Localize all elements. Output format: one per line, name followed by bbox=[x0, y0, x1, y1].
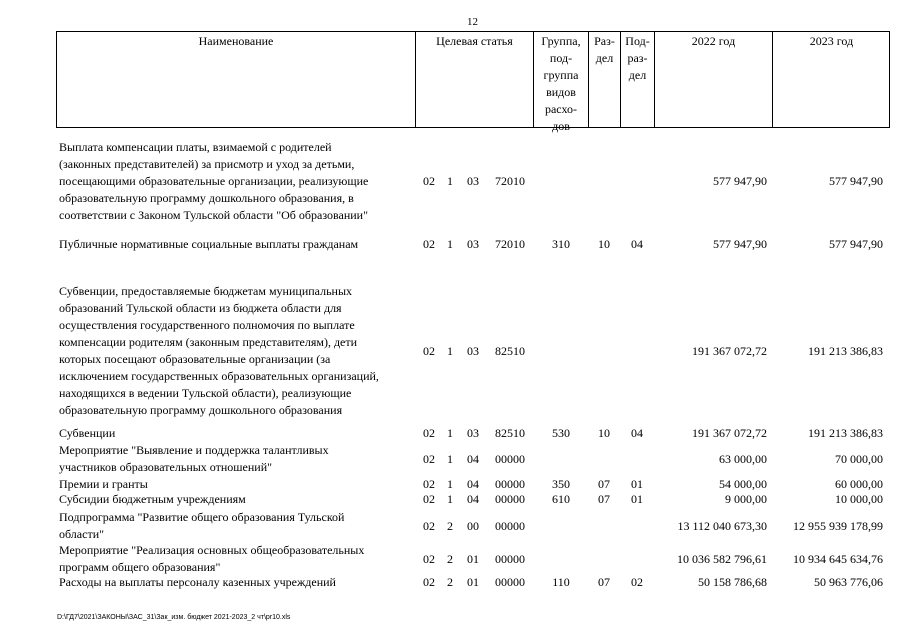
cell-v2023: 577 947,90 bbox=[829, 174, 883, 188]
header-line: группа bbox=[543, 68, 579, 82]
row-name-line: Субсидии бюджетным учреждениям bbox=[59, 492, 246, 506]
row-name-line: Мероприятие "Реализация основных общеобразовательных bbox=[59, 543, 365, 557]
cell-t1: 02 bbox=[423, 174, 435, 188]
header-target: Целевая статья bbox=[436, 34, 513, 48]
row-name-line: Расходы на выплаты персоналу казенных учреждений bbox=[59, 575, 336, 589]
row-name-line: осуществления государственного полномочия по выплате bbox=[59, 318, 355, 332]
cell-v2022: 63 000,00 bbox=[719, 452, 767, 466]
row-name bbox=[59, 509, 409, 543]
cell-v2022: 191 367 072,72 bbox=[692, 426, 767, 440]
row-name-line: образовательную программу дошкольного образования, в bbox=[59, 191, 354, 205]
cell-t2: 1 bbox=[447, 344, 453, 358]
row-name bbox=[59, 236, 409, 253]
cell-t2: 1 bbox=[447, 426, 453, 440]
table-row bbox=[0, 425, 905, 442]
cell-t3: 04 bbox=[467, 452, 479, 466]
table-row bbox=[0, 542, 905, 576]
row-name-line: Премии и гранты bbox=[59, 477, 148, 491]
row-name bbox=[59, 574, 409, 591]
row-name-line: находящихся в ведении Тульской области), реализующие bbox=[59, 386, 352, 400]
cell-section: 10 bbox=[598, 237, 610, 251]
cell-t3: 03 bbox=[467, 237, 479, 251]
cell-v2023: 191 213 386,83 bbox=[808, 426, 883, 440]
cell-t1: 02 bbox=[423, 426, 435, 440]
row-name bbox=[59, 139, 409, 224]
cell-t3: 01 bbox=[467, 575, 479, 589]
cell-section: 07 bbox=[598, 477, 610, 491]
header-2023: 2023 год bbox=[809, 34, 854, 48]
cell-section: 07 bbox=[598, 492, 610, 506]
row-name bbox=[59, 283, 409, 419]
header-line: дов bbox=[552, 119, 570, 133]
header-line: дел bbox=[595, 51, 614, 65]
cell-t4: 82510 bbox=[495, 426, 525, 440]
header-line: раз- bbox=[627, 51, 648, 65]
cell-v2023: 577 947,90 bbox=[829, 237, 883, 251]
cell-v2022: 577 947,90 bbox=[713, 237, 767, 251]
row-name-line: Выплата компенсации платы, взимаемой с родителей bbox=[59, 140, 332, 154]
row-name-line: Мероприятие "Выявление и поддержка талантливых bbox=[59, 443, 329, 457]
cell-t4: 00000 bbox=[495, 452, 525, 466]
cell-subsection: 01 bbox=[631, 492, 643, 506]
cell-t2: 1 bbox=[447, 477, 453, 491]
cell-t2: 2 bbox=[447, 552, 453, 566]
cell-t1: 02 bbox=[423, 477, 435, 491]
cell-t4: 72010 bbox=[495, 174, 525, 188]
cell-v2023: 70 000,00 bbox=[835, 452, 883, 466]
header-line: под- bbox=[549, 51, 573, 65]
cell-t3: 03 bbox=[467, 344, 479, 358]
cell-t1: 02 bbox=[423, 519, 435, 533]
cell-section: 07 bbox=[598, 575, 610, 589]
header-subsection bbox=[621, 33, 654, 84]
cell-t1: 02 bbox=[423, 492, 435, 506]
header-line: дел bbox=[628, 68, 647, 82]
cell-group: 310 bbox=[552, 237, 570, 251]
header-2022: 2022 год bbox=[691, 34, 736, 48]
cell-v2022: 54 000,00 bbox=[719, 477, 767, 491]
cell-group: 350 bbox=[552, 477, 570, 491]
cell-t4: 72010 bbox=[495, 237, 525, 251]
cell-t1: 02 bbox=[423, 575, 435, 589]
cell-group: 110 bbox=[552, 575, 570, 589]
cell-t3: 00 bbox=[467, 519, 479, 533]
cell-t4: 00000 bbox=[495, 575, 525, 589]
row-name-line: соответствии с Законом Тульской области "Об образовании" bbox=[59, 208, 368, 222]
cell-v2022: 10 036 582 796,61 bbox=[677, 552, 767, 566]
cell-t3: 01 bbox=[467, 552, 479, 566]
page-number: 12 bbox=[467, 16, 478, 28]
row-name-line: Субвенции, предоставляемые бюджетам муниципальных bbox=[59, 284, 353, 298]
cell-v2022: 50 158 786,68 bbox=[698, 575, 767, 589]
row-name bbox=[59, 442, 409, 476]
cell-t1: 02 bbox=[423, 452, 435, 466]
row-name-line: компенсации родителям (законным представителям), дети bbox=[59, 335, 358, 349]
cell-v2023: 50 963 776,06 bbox=[814, 575, 883, 589]
cell-subsection: 04 bbox=[631, 237, 643, 251]
cell-t4: 00000 bbox=[495, 477, 525, 491]
cell-v2022: 9 000,00 bbox=[725, 492, 767, 506]
cell-v2023: 10 934 645 634,76 bbox=[793, 552, 883, 566]
cell-subsection: 04 bbox=[631, 426, 643, 440]
table-row bbox=[0, 509, 905, 543]
table-row bbox=[0, 139, 905, 224]
row-name-line: посещающими образовательные организации, реализующие bbox=[59, 174, 369, 188]
cell-t1: 02 bbox=[423, 344, 435, 358]
cell-t4: 00000 bbox=[495, 552, 525, 566]
header-line: расхо- bbox=[544, 102, 578, 116]
cell-t1: 02 bbox=[423, 552, 435, 566]
row-name-line: Подпрограмма "Развитие общего образования Тульской bbox=[59, 510, 345, 524]
cell-v2023: 10 000,00 bbox=[835, 492, 883, 506]
file-path-footer: D:\ГД7\2021\ЗАКОНЫ\ЗАС_31\Зак_изм. бюджет 2021-2023_2 чт\pr10.xls bbox=[57, 614, 291, 621]
row-name-line: Публичные нормативные социальные выплаты гражданам bbox=[59, 237, 359, 251]
header-line: видов bbox=[546, 85, 576, 99]
cell-t2: 1 bbox=[447, 492, 453, 506]
cell-v2022: 13 112 040 673,30 bbox=[677, 519, 767, 533]
table-row bbox=[0, 442, 905, 476]
table-row bbox=[0, 574, 905, 591]
table-row bbox=[0, 236, 905, 253]
header-name: Наименование bbox=[198, 34, 274, 48]
row-name-line: образований Тульской области из бюджета области для bbox=[59, 301, 342, 315]
cell-t2: 2 bbox=[447, 575, 453, 589]
row-name-line: (законных представителей) за присмотр и уход за детьми, bbox=[59, 157, 355, 171]
header-group bbox=[534, 33, 588, 135]
row-name-line: образовательную программу дошкольного образования bbox=[59, 403, 343, 417]
row-name-line: которых посещают образовательные организации (за bbox=[59, 352, 331, 366]
cell-t4: 82510 bbox=[495, 344, 525, 358]
cell-v2023: 60 000,00 bbox=[835, 477, 883, 491]
header-section bbox=[589, 33, 620, 67]
cell-t3: 03 bbox=[467, 426, 479, 440]
cell-group: 530 bbox=[552, 426, 570, 440]
cell-v2023: 191 213 386,83 bbox=[808, 344, 883, 358]
cell-t1: 02 bbox=[423, 237, 435, 251]
cell-subsection: 01 bbox=[631, 477, 643, 491]
cell-t3: 03 bbox=[467, 174, 479, 188]
cell-t2: 1 bbox=[447, 174, 453, 188]
cell-section: 10 bbox=[598, 426, 610, 440]
header-line: Группа, bbox=[541, 34, 581, 48]
cell-subsection: 02 bbox=[631, 575, 643, 589]
header-line: Под- bbox=[625, 34, 650, 48]
cell-t2: 1 bbox=[447, 237, 453, 251]
cell-t3: 04 bbox=[467, 492, 479, 506]
table-row bbox=[0, 491, 905, 508]
row-name-line: участников образовательных отношений" bbox=[59, 460, 273, 474]
cell-v2022: 191 367 072,72 bbox=[692, 344, 767, 358]
cell-t2: 2 bbox=[447, 519, 453, 533]
row-name bbox=[59, 542, 409, 576]
cell-v2022: 577 947,90 bbox=[713, 174, 767, 188]
cell-v2023: 12 955 939 178,99 bbox=[793, 519, 883, 533]
row-name-line: Субвенции bbox=[59, 426, 116, 440]
cell-t4: 00000 bbox=[495, 492, 525, 506]
header-line: Раз- bbox=[594, 34, 615, 48]
cell-group: 610 bbox=[552, 492, 570, 506]
row-name-line: исключением государственных образовательных организаций, bbox=[59, 369, 379, 383]
cell-t4: 00000 bbox=[495, 519, 525, 533]
cell-t2: 1 bbox=[447, 452, 453, 466]
table-row bbox=[0, 283, 905, 419]
cell-t3: 04 bbox=[467, 477, 479, 491]
row-name-line: программ общего образования" bbox=[59, 560, 221, 574]
row-name-line: области" bbox=[59, 527, 105, 541]
row-name bbox=[59, 425, 409, 442]
row-name bbox=[59, 491, 409, 508]
